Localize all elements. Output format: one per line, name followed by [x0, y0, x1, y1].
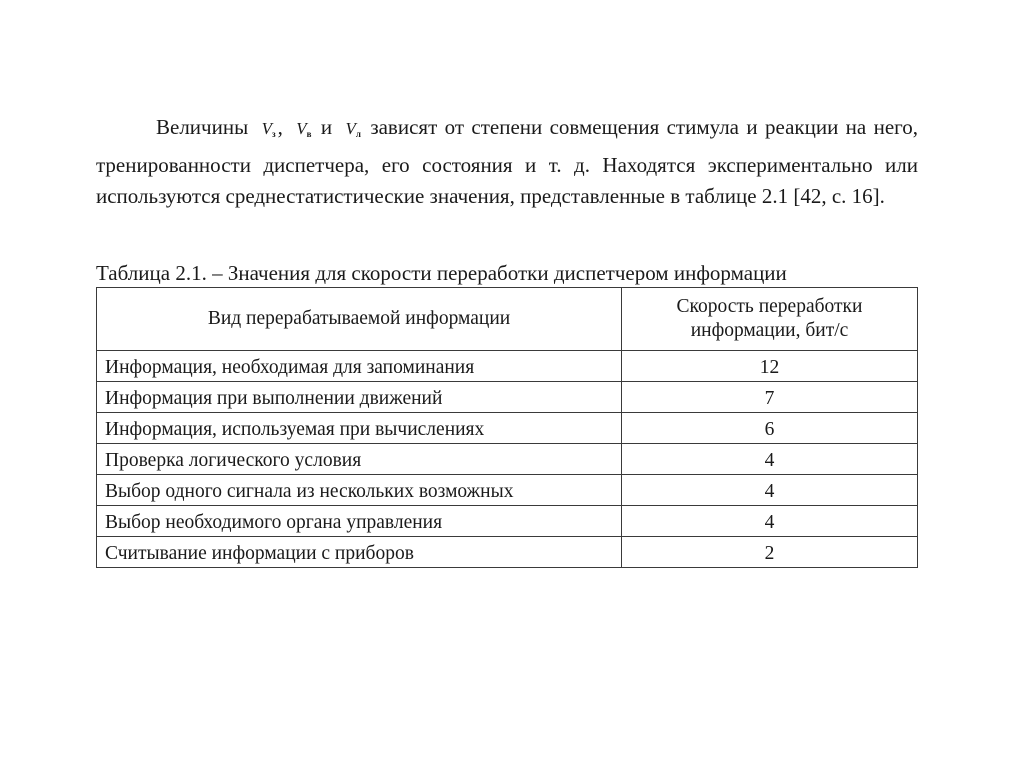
- speed-cell: 4: [622, 444, 918, 475]
- info-type-cell: Выбор необходимого органа управления: [97, 506, 622, 537]
- info-type-cell: Информация, необходимая для запоминания: [97, 351, 622, 382]
- column-header-info-type: Вид перерабатываемой информации: [97, 288, 622, 351]
- info-type-cell: Информация, используемая при вычислениях: [97, 413, 622, 444]
- table-row: [97, 351, 918, 382]
- speed-cell: 4: [622, 475, 918, 506]
- info-type-cell: Проверка логического условия: [97, 444, 622, 475]
- paragraph-text: зависят от степени совмещения стимула и реакции на него, тренированности диспетчера, его состояния и т. д. Находятся экспериментально или используются среднестатистические значения, представленные в таблице 2.1 [42, с. 16].: [96, 115, 919, 208]
- speed-cell: 6: [622, 413, 918, 444]
- speed-cell: 4: [622, 506, 918, 537]
- info-type-cell: Информация при выполнении движений: [97, 382, 622, 413]
- paragraph-separator: ,: [277, 115, 283, 139]
- table-row: [97, 413, 918, 444]
- table-row: [97, 506, 918, 537]
- speed-cell: 12: [622, 351, 918, 382]
- speed-cell: 2: [622, 537, 918, 568]
- paragraph-lead-word: Величины: [156, 115, 249, 139]
- info-type-cell: Считывание информации с приборов: [97, 537, 622, 568]
- column-header-speed: Скорость переработки информации, бит/с: [622, 288, 918, 351]
- table-row: [97, 475, 918, 506]
- table-row: [97, 444, 918, 475]
- variable-v-z: $V_з$: [261, 119, 276, 139]
- speed-cell: 7: [622, 382, 918, 413]
- table-row: [97, 537, 918, 568]
- table-row: [97, 382, 918, 413]
- variable-v-v: $V_в$: [296, 119, 312, 139]
- paragraph-conjunction: и: [320, 115, 333, 139]
- variable-v-l: $V_л$: [345, 119, 361, 139]
- body-paragraph: [96, 112, 918, 212]
- table-header-row: [97, 288, 918, 351]
- data-table: [96, 287, 918, 568]
- table-caption: Таблица 2.1. – Значения для скорости переработки диспетчером информации: [96, 261, 787, 285]
- info-type-cell: Выбор одного сигнала из нескольких возможных: [97, 475, 622, 506]
